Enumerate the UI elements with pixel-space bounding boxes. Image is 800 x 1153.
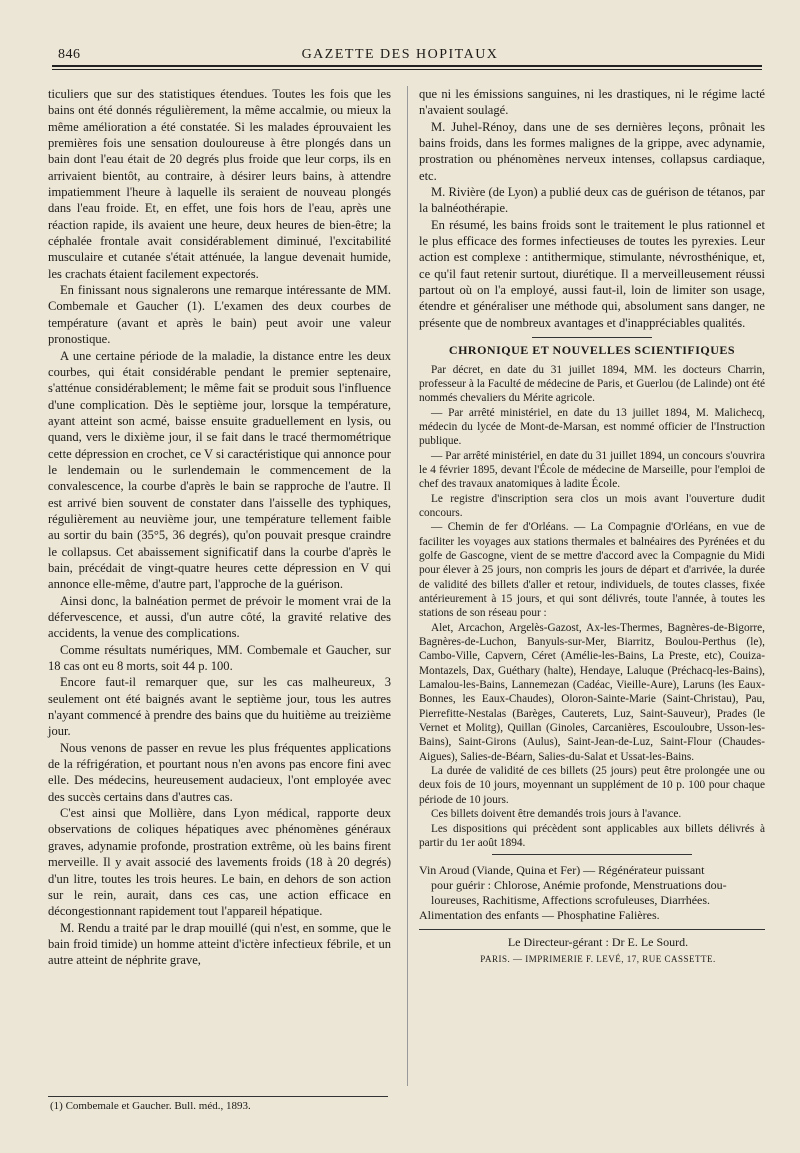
ad-line: Alimentation des enfants — Phosphatine Falières. [419, 908, 660, 923]
news-item: Par décret, en date du 31 juillet 1894, MM. les docteurs Charrin, professeur à la Faculté de médecine de Paris, et Guerlou (de Lalinde) ont été nommés chevaliers du Mérite agricole. [419, 363, 765, 405]
news-item: — Par arrêté ministériel, en date du 31 juillet 1894, un concours s'ouvrira le 4 février 1895, devant l'École de médecine de Marseille, pour l'emploi de chef des travaux anatomiques à ladite École. [419, 449, 765, 491]
news-item: Les dispositions qui précèdent sont applicables aux billets délivrés à partir du 1er août 1894. [419, 822, 765, 849]
header-rule-thin [52, 69, 762, 70]
paragraph: A une certaine période de la maladie, la distance entre les deux courbes, qui était considérable pendant le premier septenaire, s'atténue considérablement; le même fait se produit sous l'influence d'une complication. Dès le septième jour, lorsque la température, ayant atteint son acmé, baisse ensuite graduellement en lysis, ou quand, vers le dixième jour, il se fait dans le tracé thermométrique cette dépression en crochet, ce V si caractéristique qui annonce pour le lendemain ou le surlendemain le commencement de la convalescence, la courbe d'après le bain se rapproche de l'autre. Il est arrivé bien souvent de constater dans l'aisselle des typhiques, régulièrement au neuvième jour, une température tellement faible au sortir du bain (35°5, 36 degrés), qu'on pouvait presque craindre le collapsus. Cet abaissement significatif dans la courbe d'après le bain, précédait de vingt-quatre heures cette dépression en V qui annonce elle-même, d'autre part, l'approche de la guérison. [48, 348, 391, 592]
footnote: (1) Combemale et Gaucher. Bull. méd., 1893. [50, 1100, 251, 1112]
news-item: — Chemin de fer d'Orléans. — La Compagnie d'Orléans, en vue de faciliter les voyages aux stations thermales et balnéaires des Pyrénées et du golfe de Gascogne, vient de se mettre d'accord avec la Compagnie du Midi pour élever à 25 jours, non compris les jours de départ et d'arrivée, la durée de validité des billets d'aller et retour, individuels, de toutes classes, fixée antérieurement à 15 jours, et qui sont délivrés, toute l'année, à toutes les stations de son réseau pour : [419, 521, 765, 620]
ad-line: pour guérir : Chlorose, Anémie profonde, Menstruations dou- [431, 878, 727, 893]
news-item: La durée de validité de ces billets (25 jours) peut être prolongée une ou deux fois de 10 jours, moyennant un supplément de 10 p. 100 pour chaque période de 10 jours. [419, 765, 765, 806]
paragraph: ticuliers que sur des statistiques étendues. Toutes les fois que les bains ont été donnés régulièrement, la même accalmie, ou mieux la même amélioration a été constatée. Si les malades éprouvaient les premières fois une sensation douloureuse à être plongés dans un bain dont l'eau était de 20 degrés plus froide que leur corps, ils en arrivaient bientôt, au contraire, à désirer leurs bains, à attendre impatiemment l'heure à laquelle ils seraient de nouveau plongés dans l'eau froide. Et, en effet, une fois hors de l'eau, après une réaction rapide, ils avaient une heure, deux heures de bien-être; la céphalée frontale avait considérablement diminué, l'excitabilité musculaire et cutanée s'était atténuée, la langue devenait humide, les crachats étaient facilement expectorés. [48, 87, 391, 281]
signature: Le Directeur-gérant : Dr E. Le Sourd. [507, 935, 689, 950]
running-title: GAZETTE DES HOPITAUX [301, 47, 499, 62]
section-heading: CHRONIQUE ET NOUVELLES SCIENTIFIQUES [448, 343, 736, 358]
printer-imprint: PARIS. — IMPRIMERIE F. LEVÉ, 17, RUE CASSETTE. [480, 953, 716, 964]
section-rule [532, 337, 652, 338]
signature-rule [419, 929, 765, 930]
paragraph: M. Rendu a traité par le drap mouillé (qui n'est, en somme, que le bain froid timide) un homme atteint d'ictère infectieux fébrile, et un autre atteint de néphrite grave, [48, 920, 391, 968]
news-item: Ces billets doivent être demandés trois jours à l'avance. [431, 808, 682, 821]
paragraph: M. Juhel-Rénoy, dans une de ses dernières leçons, prônait les bains froids, dans les formes malignes de la grippe, avec adynamie, prostration ou phénomènes nerveux intenses, collapsus cardiaque, etc. [419, 119, 765, 183]
paragraph: M. Rivière (de Lyon) a publié deux cas de guérison de tétanos, par la balnéothérapie. [419, 185, 765, 216]
paragraph: Comme résultats numériques, MM. Combemale et Gaucher, sur 18 cas ont eu 8 morts, soit 44 p. 100. [48, 642, 391, 674]
news-item: — Par arrêté ministériel, en date du 13 juillet 1894, M. Malichecq, médecin du lycée de Mont-de-Marsan, est nommé officier de l'Instruction publique. [419, 406, 765, 448]
left-column [48, 86, 391, 969]
paragraph: Ainsi donc, la balnéation permet de prévoir le moment vrai de la défervescence, et aussi, d'un autre côté, la gravité relative des accidents, la venue des complications. [48, 593, 391, 641]
footnote-rule [48, 1096, 388, 1097]
header-rule [52, 65, 762, 67]
right-column [419, 86, 765, 967]
page-number: 846 [58, 47, 81, 62]
paragraph: En résumé, les bains froids sont le traitement le plus rationnel et le plus efficace des formes infectieuses de toutes les pyrexies. Leur action est complexe : antithermique, stimulante, névrosthénique, et, ce qu'il faut retenir surtout, diurétique. Il a merveilleusement réussi partout où on l'a employé, aussi faut-il, loin de limiter son usage, étendre et généraliser une méthode qui, absolument sans danger, ne présente que de nombreux avantages et d'inappréciables qualités. [419, 217, 765, 330]
chronique-section [419, 363, 765, 851]
column-divider [407, 86, 408, 1086]
ad-line: Vin Aroud (Viande, Quina et Fer) — Régénérateur puissant [419, 863, 705, 878]
paragraph: C'est ainsi que Mollière, dans Lyon médical, rapporte deux observations de coliques hépatiques avec phénomènes généraux graves, adynamie profonde, prostration extrême, où les bains firent merveille. Il y avait associé des lavements froids (18 à 20 degrés) d'un litre, toutes les trois heures. Le bain, en dehors de son action sur le rein, aurait, dans ces cas, une action efficace en décongestionnant rapidement tout l'appareil hépatique. [48, 806, 391, 919]
advertisement [419, 863, 765, 923]
section-rule [492, 854, 692, 855]
paragraph: Nous venons de passer en revue les plus fréquentes applications de la réfrigération, et pourtant nous n'en avons pas encore fini avec elle. Des médecins, heureusement audacieux, l'ont employée avec des succès certains dans d'autres cas. [48, 740, 391, 804]
news-item: Alet, Arcachon, Argelès-Gazost, Ax-les-Thermes, Bagnères-de-Bigorre, Bagnères-de-Luchon, Banyuls-sur-Mer, Biarritz, Boulou-Perthus (le), Cambo-Ville, Capvern, Céret (Amélie-les-Bains, La Preste, etc), Couiza-Montazels, Dax, Guéthary (halte), Hendaye, Laluque (Préchacq-les-Bains), Lamalou-les-Bains, Lannemezan (Cadéac, Vieille-Aure), Laruns (les Eaux-Bonnes, les Eaux-Chaudes), Oloron-Sainte-Marie (Saint-Christau), Pau, Pierrefitte-Nestalas (Barèges, Cauterets, Luz, Saint-Sauveur), Prades (le Vernet et Molitg), Quillan (Ginoles, Carcanières, Escouloubre, Usson-les-Bains), Saint-Girons (Aulus), Saint-Jean-de-Luz, Saint-Flour (Chaudes-Aigues), Salies-de-Béarn, Salies-du-Salat et Ussat-les-Bains. [419, 621, 765, 763]
ad-line: loureuses, Rachitisme, Affections scrofuleuses, Diarrhées. [431, 893, 711, 908]
paragraph: que ni les émissions sanguines, ni les drastiques, ni le régime lacté n'avaient soulagé. [419, 87, 765, 118]
paragraph: Encore faut-il remarquer que, sur les cas malheureux, 3 seulement ont été baignés avant le septième jour, tous les autres n'ayant commencé à prendre des bains que du huitième au treizième jour. [48, 675, 391, 739]
news-item: Le registre d'inscription sera clos un mois avant l'ouverture dudit concours. [419, 492, 765, 519]
paragraph: En finissant nous signalerons une remarque intéressante de MM. Combemale et Gaucher (1). L'examen des deux courbes de température (avant et après le bain) peut avoir une valeur pronostique. [48, 283, 391, 347]
